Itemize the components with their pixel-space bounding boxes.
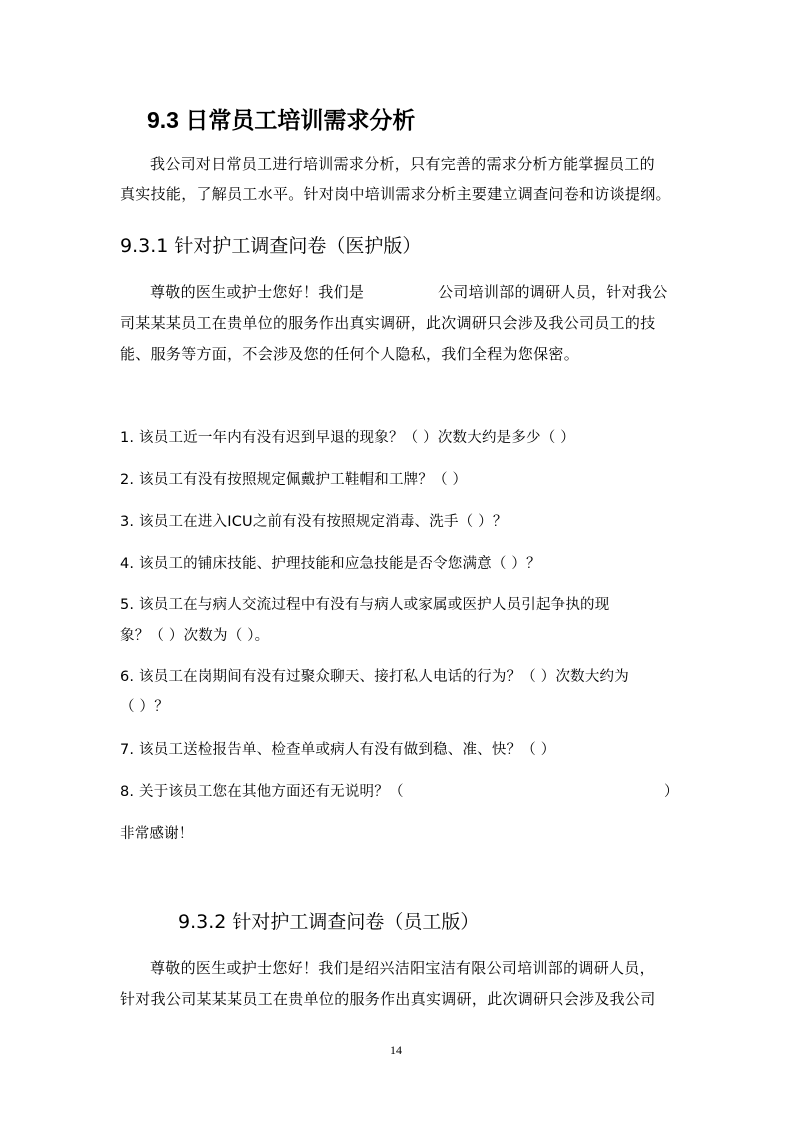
question-5-line-2: 象？（ ）次数为（ ）。 <box>120 628 270 644</box>
greeting-line-2: 司某某某员工在贵单位的服务作出真实调研，此次调研只会涉及我公司员工的技 <box>120 314 656 332</box>
greeting2-line-2: 针对我公司某某某员工在贵单位的服务作出真实调研，此次调研只会涉及我公司 <box>120 990 656 1008</box>
thanks-text: 非常感谢！ <box>120 826 194 842</box>
question-4: 4. 该员工的铺床技能、护理技能和应急技能是否令您满意（ ）？ <box>120 556 541 572</box>
greeting2-line-1: 尊敬的医生或护士您好！我们是绍兴洁阳宝洁有限公司培训部的调研人员， <box>150 959 655 977</box>
intro-line-2: 真实技能，了解员工水平。针对岗中培训需求分析主要建立调查问卷和访谈提纲。 <box>120 185 671 203</box>
subsection-heading-2: 9.3.2 针对护工调查问卷（员工版） <box>178 911 480 933</box>
section-heading: 9.3 日常员工培训需求分析 <box>147 107 416 133</box>
greeting-line-1b: 公司培训部的调研人员，针对我公 <box>438 283 668 301</box>
greeting-line-3: 能、服务等方面，不会涉及您的任何个人隐私，我们全程为您保密。 <box>120 345 580 363</box>
page-number: 14 <box>390 1043 402 1057</box>
question-8: 8. 关于该员工您在其他方面还有无说明？（ <box>120 784 404 800</box>
question-5-line-1: 5. 该员工在与病人交流过程中有没有与病人或家属或医护人员引起争执的现 <box>120 597 610 613</box>
question-2: 2. 该员工有没有按照规定佩戴护工鞋帽和工牌？（ ） <box>120 472 468 488</box>
intro-line-1: 我公司对日常员工进行培训需求分析，只有完善的需求分析方能掌握员工的 <box>150 155 655 173</box>
question-8-closing-paren: ） <box>664 784 679 800</box>
question-1: 1. 该员工近一年内有没有迟到早退的现象？（ ）次数大约是多少（ ） <box>120 430 575 446</box>
question-3: 3. 该员工在进入ICU之前有没有按照规定消毒、洗手（ ）？ <box>120 514 508 530</box>
question-7: 7. 该员工送检报告单、检查单或病人有没有做到稳、准、快？（ ） <box>120 742 556 758</box>
subsection-heading-1: 9.3.1 针对护工调查问卷（医护版） <box>120 235 422 257</box>
greeting-line-1a: 尊敬的医生或护士您好！我们是 <box>150 283 365 301</box>
question-6-line-1: 6. 该员工在岗期间有没有过聚众聊天、接打私人电话的行为？（ ）次数大约为 <box>120 669 629 685</box>
question-6-line-2: （ ）？ <box>120 699 169 715</box>
